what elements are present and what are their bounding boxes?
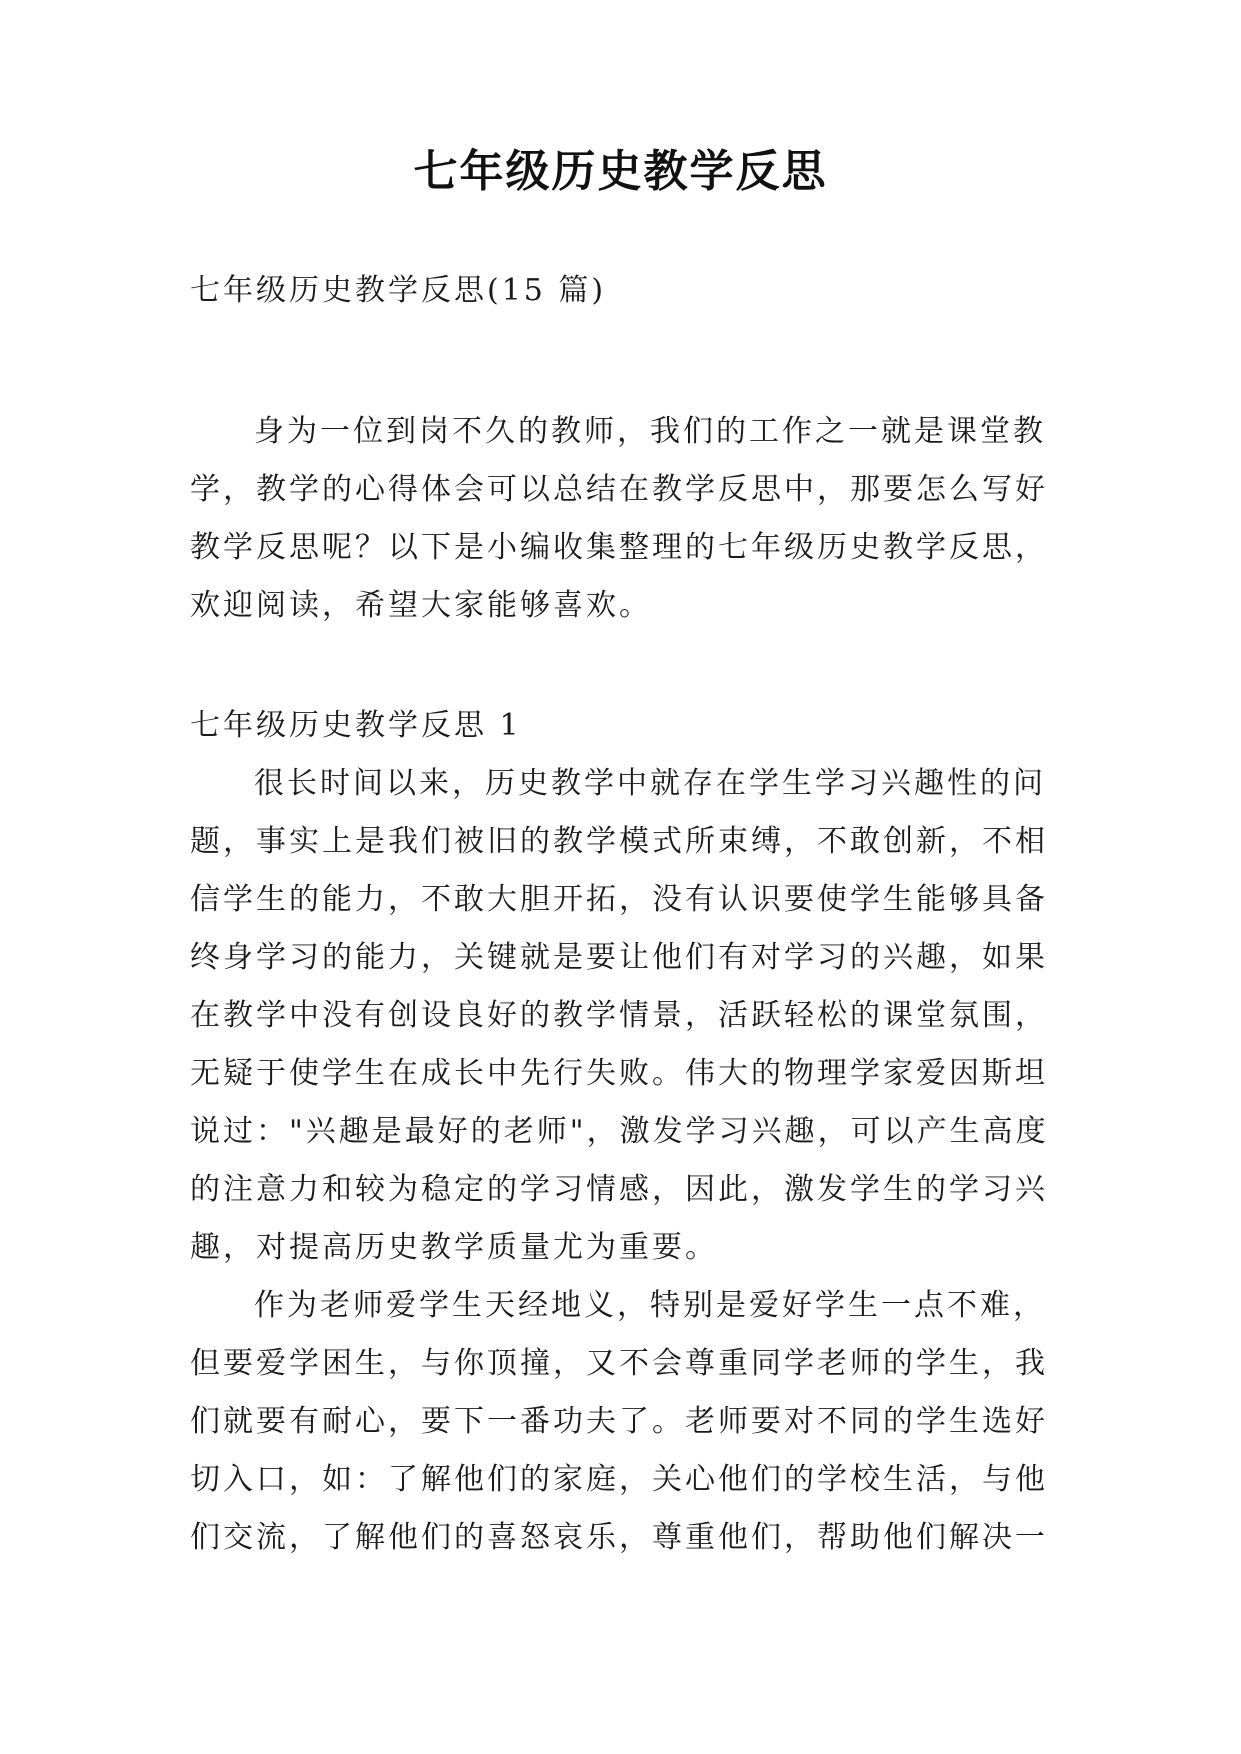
document-title: 七年级历史教学反思 [413, 146, 828, 197]
section-paragraph: 作为老师爱学生天经地义，特别是爱好学生一点不难，但要爱学困生，与你顶撞，又不会尊重同学老师的学生，我们就要有耐心，要下一番功夫了。老师要对不同的学生选好切入口，如：了解他们的家庭，关心他们的学校生活，与他们交流，了解他们的喜怒哀乐，尊重他们，帮助他们解决一 [190, 1288, 1048, 1555]
section-paragraph: 很长时间以来，历史教学中就存在学生学习兴趣性的问题，事实上是我们被旧的教学模式所束缚，不敢创新，不相信学生的能力，不敢大胆开拓，没有认识要使学生能够具备终身学习的能力，关键就是要让他们有对学习的兴趣，如果在教学中没有创设良好的教学情景，活跃轻松的课堂氛围，无疑于使学生在成长中先行失败。伟大的物理学家爱因斯坦说过："兴趣是最好的老师"，激发学习兴趣，可以产生高度的注意力和较为稳定的学习情感，因此，激发学生的学习兴趣，对提高历史教学质量尤为重要。 [190, 766, 1049, 1265]
document-subtitle: 七年级历史教学反思(15 篇) [190, 273, 607, 308]
section-heading: 七年级历史教学反思 1 [190, 708, 522, 743]
section-1 [190, 697, 1070, 1567]
intro-paragraph: 身为一位到岗不久的教师，我们的工作之一就是课堂教学，教学的心得体会可以总结在教学反思中，那要怎么写好教学反思呢？以下是小编收集整理的七年级历史教学反思，欢迎阅读，希望大家能够喜欢。 [190, 414, 1048, 623]
